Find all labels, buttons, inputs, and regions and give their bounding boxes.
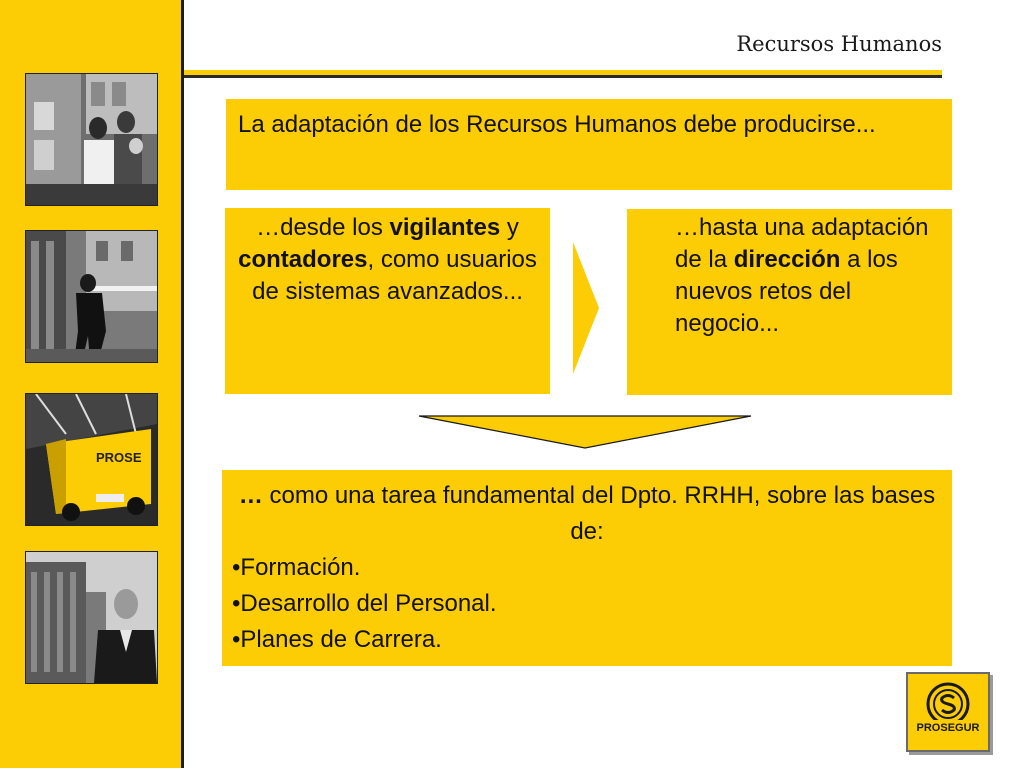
bottom-box xyxy=(222,470,952,666)
prosegur-logo xyxy=(906,672,990,752)
arrow-right-icon xyxy=(571,242,601,374)
right-text-1: …hasta una adaptación de la xyxy=(675,214,929,273)
right-text-2: a los nuevos retos del negocio... xyxy=(675,246,898,337)
businessman-photo xyxy=(25,551,158,684)
left-bold-contadores: contadores xyxy=(238,246,368,273)
bottom-lead-ellipsis: … xyxy=(238,482,263,509)
left-bold-vigilantes: vigilantes xyxy=(389,214,501,241)
page-title: Recursos Humanos xyxy=(736,32,942,56)
left-text-1: …desde los xyxy=(256,214,390,241)
sidebar-divider xyxy=(181,0,184,768)
guard-photo xyxy=(25,230,158,363)
left-text-3: , como usuarios de sistemas avanzados... xyxy=(252,246,537,305)
left-box xyxy=(225,208,550,394)
family-photo xyxy=(25,73,158,206)
arrow-down-icon xyxy=(417,414,753,450)
right-box xyxy=(627,209,952,395)
header-underline xyxy=(184,70,942,78)
bottom-lead xyxy=(232,478,942,550)
sidebar xyxy=(0,0,181,768)
bottom-lead-text: como una tarea fundamental del Dpto. RRHH, sobre las bases de: xyxy=(262,482,936,545)
armored-truck-photo xyxy=(25,393,158,526)
intro-text: La adaptación de los Recursos Humanos debe producirse... xyxy=(238,111,876,138)
intro-box xyxy=(226,99,952,190)
svg-text:PROSE: PROSE xyxy=(96,450,142,465)
list-item: •Desarrollo del Personal. xyxy=(232,590,497,617)
list-item: •Formación. xyxy=(232,554,361,581)
left-text-2: y xyxy=(500,214,519,241)
list-item: •Planes de Carrera. xyxy=(232,626,442,653)
right-bold-direccion: dirección xyxy=(733,246,841,273)
logo-text: PROSEGUR xyxy=(916,722,980,734)
